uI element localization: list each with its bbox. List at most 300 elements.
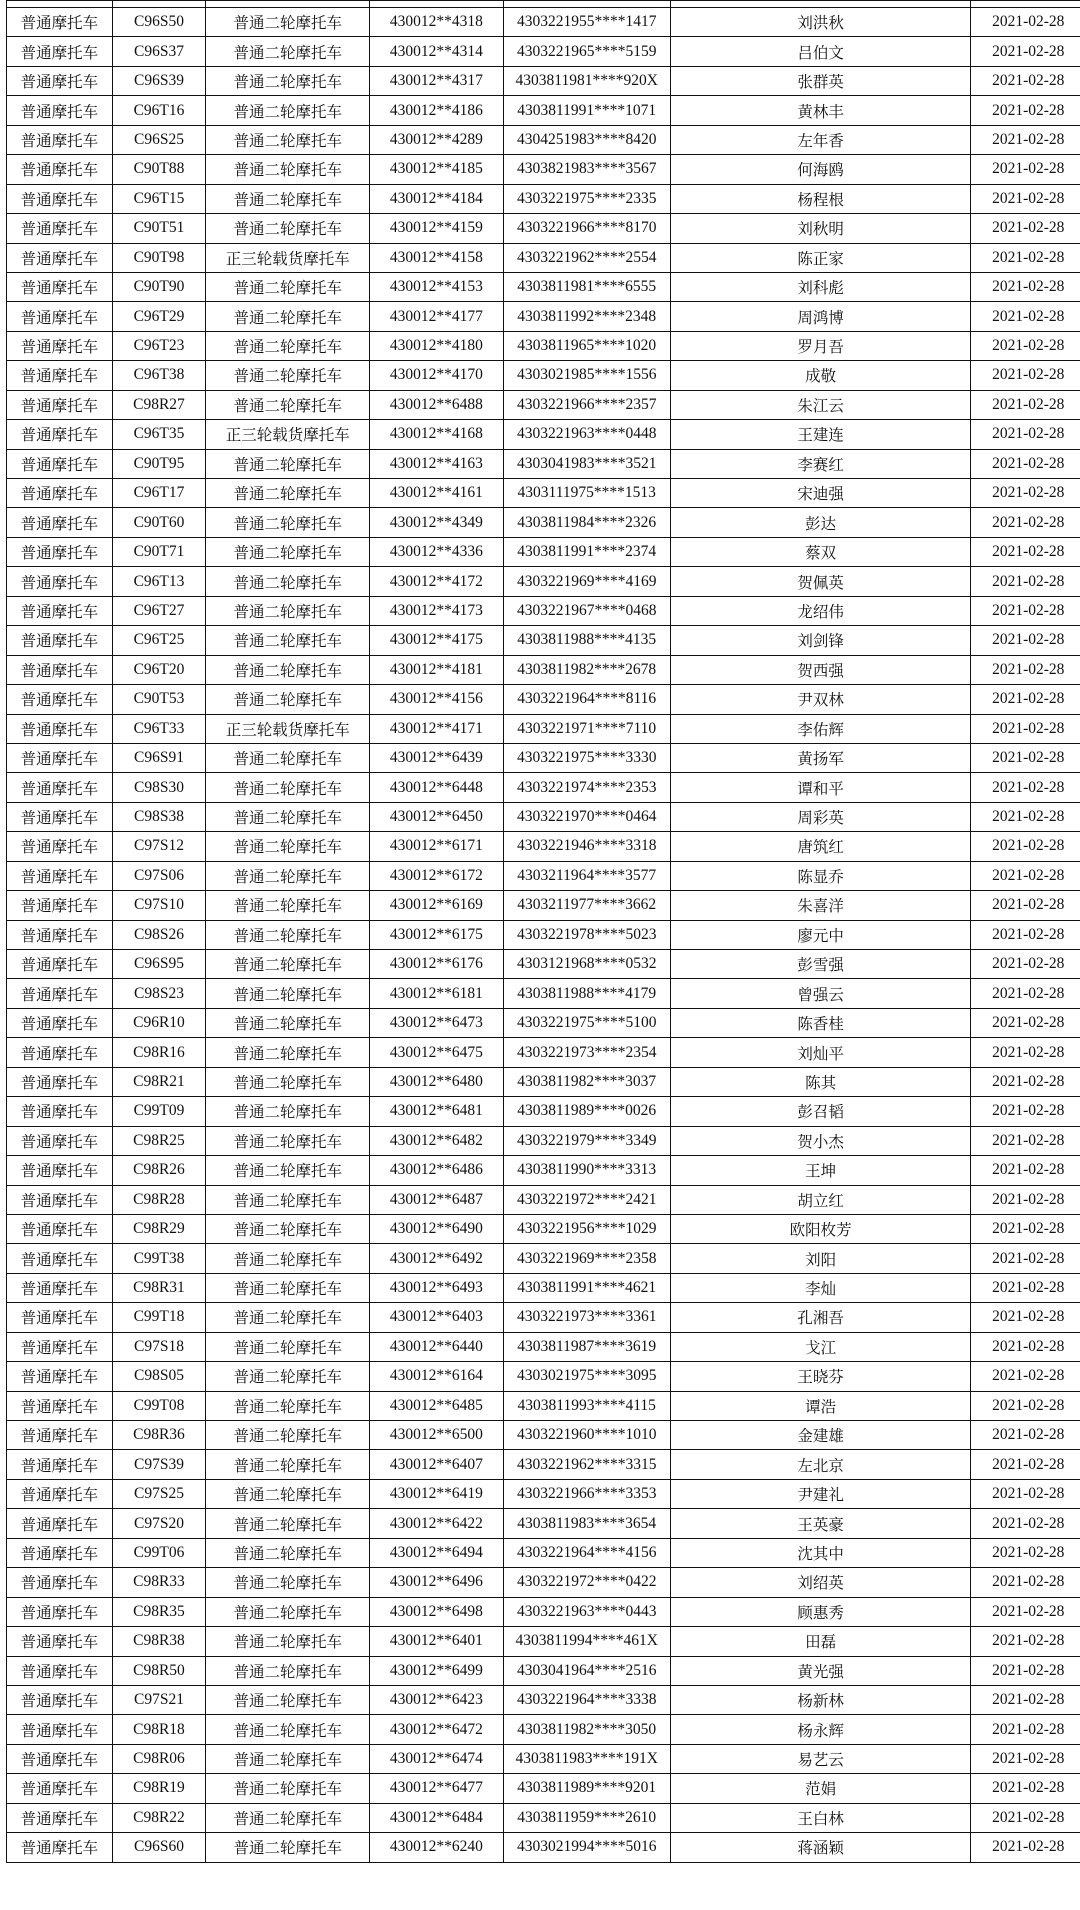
plate-number-cell: C97S06: [112, 861, 206, 890]
id-number-cell: 4303811982****3037: [503, 1067, 670, 1096]
vehicle-type-cell: 普通二轮摩托车: [206, 214, 370, 243]
vehicle-class-cell: 普通摩托车: [7, 1774, 113, 1803]
vehicle-type-cell: 普通二轮摩托车: [206, 1656, 370, 1685]
plate-number-cell: C97S12: [112, 832, 206, 861]
vehicle-type-cell: 普通二轮摩托车: [206, 1774, 370, 1803]
owner-name-cell: 彭达: [670, 508, 971, 537]
date-cell: 2021-02-28: [971, 1803, 1080, 1832]
date-cell: 2021-02-28: [971, 1185, 1080, 1214]
id-number-cell: 4303811991****1071: [503, 96, 670, 125]
table-row: [7, 1214, 1080, 1243]
plate-number-cell: C98R22: [112, 1803, 206, 1832]
vehicle-type-cell: 普通二轮摩托车: [206, 508, 370, 537]
plate-number-cell: C96T16: [112, 96, 206, 125]
license-number-cell: 430012**6164: [370, 1362, 503, 1391]
date-cell: 2021-02-28: [971, 1568, 1080, 1597]
vehicle-type-cell: 普通二轮摩托车: [206, 950, 370, 979]
vehicle-type-cell: 普通二轮摩托车: [206, 626, 370, 655]
date-cell: 2021-02-28: [971, 1421, 1080, 1450]
vehicle-class-cell: 普通摩托车: [7, 8, 113, 37]
id-number-cell: 4303221955****1417: [503, 8, 670, 37]
owner-name-cell: 蒋涵颖: [670, 1833, 971, 1862]
license-number-cell: 430012**6490: [370, 1214, 503, 1243]
vehicle-class-cell: 普通摩托车: [7, 1509, 113, 1538]
owner-name-cell: 朱喜洋: [670, 891, 971, 920]
id-number-cell: 4303221966****2357: [503, 390, 670, 419]
plate-number-cell: C98S05: [112, 1362, 206, 1391]
vehicle-class-cell: 普通摩托车: [7, 390, 113, 419]
plate-number-cell: C90T51: [112, 214, 206, 243]
vehicle-class-cell: 普通摩托车: [7, 596, 113, 625]
vehicle-class-cell: 普通摩托车: [7, 66, 113, 95]
date-cell: 2021-02-28: [971, 390, 1080, 419]
date-cell: 2021-02-28: [971, 1627, 1080, 1656]
id-number-cell: 4303221962****2554: [503, 243, 670, 272]
plate-number-cell: C96T33: [112, 714, 206, 743]
owner-name-cell: 王建连: [670, 420, 971, 449]
table-row: [7, 361, 1080, 390]
owner-name-cell: 尹双林: [670, 685, 971, 714]
plate-number-cell: C97S21: [112, 1685, 206, 1714]
license-number-cell: 430012**6474: [370, 1744, 503, 1773]
vehicle-class-cell: 普通摩托车: [7, 1303, 113, 1332]
vehicle-class-cell: 普通摩托车: [7, 1038, 113, 1067]
date-cell: 2021-02-28: [971, 420, 1080, 449]
license-number-cell: 430012**6480: [370, 1067, 503, 1096]
table-row: [7, 184, 1080, 213]
table-row: [7, 1185, 1080, 1214]
id-number-cell: 4303041964****2516: [503, 1656, 670, 1685]
id-number-cell: 4303221978****5023: [503, 920, 670, 949]
plate-number-cell: C90T95: [112, 449, 206, 478]
id-number-cell: 4303811992****2348: [503, 302, 670, 331]
vehicle-class-cell: 普通摩托车: [7, 743, 113, 772]
owner-name-cell: 贺西强: [670, 655, 971, 684]
vehicle-type-cell: 普通二轮摩托车: [206, 1421, 370, 1450]
date-cell: 2021-02-28: [971, 979, 1080, 1008]
vehicle-type-cell: 普通二轮摩托车: [206, 1244, 370, 1273]
license-number-cell: 430012**6499: [370, 1656, 503, 1685]
table-row: [7, 1715, 1080, 1744]
owner-name-cell: 龙绍伟: [670, 596, 971, 625]
table-row: [7, 1126, 1080, 1155]
id-number-cell: 4303221973****2354: [503, 1038, 670, 1067]
plate-number-cell: C97S20: [112, 1509, 206, 1538]
vehicle-type-cell: 普通二轮摩托车: [206, 1803, 370, 1832]
license-number-cell: 430012**6500: [370, 1421, 503, 1450]
vehicle-type-cell: 普通二轮摩托车: [206, 1391, 370, 1420]
id-number-cell: 4303811984****2326: [503, 508, 670, 537]
license-number-cell: 430012**4175: [370, 626, 503, 655]
owner-name-cell: 何海鸥: [670, 155, 971, 184]
id-number-cell: 4303221975****2335: [503, 184, 670, 213]
plate-number-cell: C98R25: [112, 1126, 206, 1155]
plate-number-cell: C96T27: [112, 596, 206, 625]
plate-number-cell: C97S39: [112, 1450, 206, 1479]
license-number-cell: 430012**4163: [370, 449, 503, 478]
vehicle-class-cell: 普通摩托车: [7, 1244, 113, 1273]
id-number-cell: 4303221967****0468: [503, 596, 670, 625]
date-cell: 2021-02-28: [971, 1008, 1080, 1037]
date-cell: 2021-02-28: [971, 1597, 1080, 1626]
table-row: [7, 479, 1080, 508]
vehicle-class-cell: 普通摩托车: [7, 214, 113, 243]
owner-name-cell: 王白林: [670, 1803, 971, 1832]
owner-name-cell: 彭雪强: [670, 950, 971, 979]
vehicle-type-cell: 普通二轮摩托车: [206, 37, 370, 66]
vehicle-class-cell: 普通摩托车: [7, 979, 113, 1008]
vehicle-class-cell: 普通摩托车: [7, 1538, 113, 1567]
license-number-cell: 430012**4318: [370, 8, 503, 37]
vehicle-type-cell: 正三轮载货摩托车: [206, 420, 370, 449]
table-body: [7, 1, 1080, 1863]
table-row: [7, 1244, 1080, 1273]
vehicle-type-cell: 普通二轮摩托车: [206, 1156, 370, 1185]
date-cell: 2021-02-28: [971, 861, 1080, 890]
vehicle-class-cell: 普通摩托车: [7, 802, 113, 831]
table-row: [7, 596, 1080, 625]
table-row: [7, 8, 1080, 37]
vehicle-class-cell: 普通摩托车: [7, 1097, 113, 1126]
date-cell: 2021-02-28: [971, 950, 1080, 979]
owner-name-cell: 戈江: [670, 1332, 971, 1361]
vehicle-type-cell: 普通二轮摩托车: [206, 390, 370, 419]
id-number-cell: 4303121968****0532: [503, 950, 670, 979]
plate-number-cell: C90T98: [112, 243, 206, 272]
plate-number-cell: C90T71: [112, 537, 206, 566]
id-number-cell: 4303221970****0464: [503, 802, 670, 831]
date-cell: 2021-02-28: [971, 1715, 1080, 1744]
date-cell: 2021-02-28: [971, 1450, 1080, 1479]
license-number-cell: 430012**4314: [370, 37, 503, 66]
plate-number-cell: C96T35: [112, 420, 206, 449]
license-number-cell: 430012**6492: [370, 1244, 503, 1273]
vehicle-type-cell: 普通二轮摩托车: [206, 125, 370, 154]
license-number-cell: 430012**4184: [370, 184, 503, 213]
table-row: [7, 891, 1080, 920]
owner-name-cell: 刘科彪: [670, 272, 971, 301]
license-number-cell: 430012**6419: [370, 1479, 503, 1508]
date-cell: 2021-02-28: [971, 537, 1080, 566]
vehicle-type-cell: 普通二轮摩托车: [206, 331, 370, 360]
vehicle-class-cell: 普通摩托车: [7, 1597, 113, 1626]
vehicle-type-cell: 普通二轮摩托车: [206, 1126, 370, 1155]
plate-number-cell: C98R33: [112, 1568, 206, 1597]
vehicle-class-cell: 普通摩托车: [7, 479, 113, 508]
owner-name-cell: 贺佩英: [670, 567, 971, 596]
plate-number-cell: C96T13: [112, 567, 206, 596]
owner-name-cell: 陈显乔: [670, 861, 971, 890]
plate-number-cell: C98R21: [112, 1067, 206, 1096]
plate-number-cell: C96S50: [112, 8, 206, 37]
vehicle-class-cell: 普通摩托车: [7, 891, 113, 920]
table-row: [7, 1156, 1080, 1185]
vehicle-type-cell: 普通二轮摩托车: [206, 1067, 370, 1096]
owner-name-cell: 顾惠秀: [670, 1597, 971, 1626]
vehicle-type-cell: 普通二轮摩托车: [206, 1362, 370, 1391]
date-cell: 2021-02-28: [971, 1156, 1080, 1185]
id-number-cell: 4303811991****4621: [503, 1273, 670, 1302]
license-number-cell: 430012**6485: [370, 1391, 503, 1420]
vehicle-type-cell: 普通二轮摩托车: [206, 1685, 370, 1714]
table-row: [7, 1303, 1080, 1332]
vehicle-class-cell: 普通摩托车: [7, 1656, 113, 1685]
date-cell: 2021-02-28: [971, 243, 1080, 272]
license-number-cell: 430012**6423: [370, 1685, 503, 1714]
vehicle-class-cell: 普通摩托车: [7, 1362, 113, 1391]
vehicle-class-cell: 普通摩托车: [7, 1126, 113, 1155]
id-number-cell: 4303111975****1513: [503, 479, 670, 508]
date-cell: 2021-02-28: [971, 685, 1080, 714]
table-row: [7, 1067, 1080, 1096]
id-number-cell: 4303221973****3361: [503, 1303, 670, 1332]
table-row: [7, 1362, 1080, 1391]
date-cell: 2021-02-28: [971, 1391, 1080, 1420]
date-cell: 2021-02-28: [971, 155, 1080, 184]
license-number-cell: 430012**4336: [370, 537, 503, 566]
date-cell: 2021-02-28: [971, 1303, 1080, 1332]
table-row: [7, 626, 1080, 655]
license-number-cell: 430012**6440: [370, 1332, 503, 1361]
owner-name-cell: 陈正家: [670, 243, 971, 272]
plate-number-cell: C96S37: [112, 37, 206, 66]
vehicle-class-cell: 普通摩托车: [7, 1627, 113, 1656]
license-number-cell: 430012**6176: [370, 950, 503, 979]
date-cell: 2021-02-28: [971, 743, 1080, 772]
table-row: [7, 1097, 1080, 1126]
table-row: [7, 125, 1080, 154]
date-cell: 2021-02-28: [971, 96, 1080, 125]
vehicle-class-cell: 普通摩托车: [7, 1833, 113, 1862]
table-row: [7, 1774, 1080, 1803]
table-row: [7, 537, 1080, 566]
owner-name-cell: 周鸿博: [670, 302, 971, 331]
vehicle-type-cell: 普通二轮摩托车: [206, 361, 370, 390]
vehicle-class-cell: 普通摩托车: [7, 184, 113, 213]
table-row: [7, 302, 1080, 331]
date-cell: 2021-02-28: [971, 37, 1080, 66]
owner-name-cell: 吕伯文: [670, 37, 971, 66]
table-row: [7, 66, 1080, 95]
plate-number-cell: C98R31: [112, 1273, 206, 1302]
owner-name-cell: 王英豪: [670, 1509, 971, 1538]
license-number-cell: 430012**6169: [370, 891, 503, 920]
table-row: [7, 1627, 1080, 1656]
license-number-cell: 430012**6481: [370, 1097, 503, 1126]
table-row: [7, 390, 1080, 419]
owner-name-cell: 李佑辉: [670, 714, 971, 743]
license-number-cell: 430012**6401: [370, 1627, 503, 1656]
table-row: [7, 420, 1080, 449]
date-cell: 2021-02-28: [971, 773, 1080, 802]
vehicle-class-cell: 普通摩托车: [7, 37, 113, 66]
vehicle-type-cell: 普通二轮摩托车: [206, 449, 370, 478]
id-number-cell: 4303221963****0448: [503, 420, 670, 449]
date-cell: 2021-02-28: [971, 508, 1080, 537]
vehicle-class-cell: 普通摩托车: [7, 361, 113, 390]
vehicle-type-cell: 普通二轮摩托车: [206, 1214, 370, 1243]
vehicle-type-cell: 普通二轮摩托车: [206, 861, 370, 890]
license-number-cell: 430012**4172: [370, 567, 503, 596]
license-number-cell: 430012**6439: [370, 743, 503, 772]
license-number-cell: 430012**6484: [370, 1803, 503, 1832]
license-number-cell: 430012**6486: [370, 1156, 503, 1185]
license-number-cell: 430012**4181: [370, 655, 503, 684]
vehicle-class-cell: 普通摩托车: [7, 685, 113, 714]
license-number-cell: 430012**4349: [370, 508, 503, 537]
license-number-cell: 430012**4170: [370, 361, 503, 390]
plate-number-cell: C98S30: [112, 773, 206, 802]
owner-name-cell: 黄林丰: [670, 96, 971, 125]
table-row: [7, 243, 1080, 272]
table-row: [7, 214, 1080, 243]
table-row: [7, 1833, 1080, 1862]
vehicle-class-cell: 普通摩托车: [7, 155, 113, 184]
table-row: [7, 1597, 1080, 1626]
date-cell: 2021-02-28: [971, 655, 1080, 684]
license-number-cell: 430012**4159: [370, 214, 503, 243]
license-number-cell: 430012**4177: [370, 302, 503, 331]
id-number-cell: 4303221964****3338: [503, 1685, 670, 1714]
owner-name-cell: 刘灿平: [670, 1038, 971, 1067]
id-number-cell: 4303811965****1020: [503, 331, 670, 360]
plate-number-cell: C99T18: [112, 1303, 206, 1332]
date-cell: 2021-02-28: [971, 125, 1080, 154]
plate-number-cell: C96S25: [112, 125, 206, 154]
table-row: [7, 1332, 1080, 1361]
owner-name-cell: 王坤: [670, 1156, 971, 1185]
id-number-cell: 4304251983****8420: [503, 125, 670, 154]
table-row: [7, 1568, 1080, 1597]
id-number-cell: 4303221975****3330: [503, 743, 670, 772]
license-number-cell: 430012**6403: [370, 1303, 503, 1332]
vehicle-type-cell: 普通二轮摩托车: [206, 8, 370, 37]
license-number-cell: 430012**6448: [370, 773, 503, 802]
owner-name-cell: 李赛红: [670, 449, 971, 478]
table-row: [7, 655, 1080, 684]
vehicle-type-cell: 普通二轮摩托车: [206, 655, 370, 684]
license-number-cell: 430012**6422: [370, 1509, 503, 1538]
owner-name-cell: 田磊: [670, 1627, 971, 1656]
vehicle-type-cell: 普通二轮摩托车: [206, 920, 370, 949]
vehicle-class-cell: 普通摩托车: [7, 861, 113, 890]
vehicle-type-cell: 普通二轮摩托车: [206, 685, 370, 714]
owner-name-cell: 易艺云: [670, 1744, 971, 1773]
plate-number-cell: C98S23: [112, 979, 206, 1008]
id-number-cell: 4303811993****4115: [503, 1391, 670, 1420]
id-number-cell: 4303221963****0443: [503, 1597, 670, 1626]
table-row: [7, 920, 1080, 949]
date-cell: 2021-02-28: [971, 1097, 1080, 1126]
id-number-cell: 4303811981****6555: [503, 272, 670, 301]
owner-name-cell: 刘剑锋: [670, 626, 971, 655]
id-number-cell: 4303811981****920X: [503, 66, 670, 95]
plate-number-cell: C96S91: [112, 743, 206, 772]
id-number-cell: 4303221964****8116: [503, 685, 670, 714]
date-cell: 2021-02-28: [971, 1744, 1080, 1773]
vehicle-type-cell: 普通二轮摩托车: [206, 1185, 370, 1214]
vehicle-type-cell: 正三轮载货摩托车: [206, 714, 370, 743]
license-number-cell: 430012**6477: [370, 1774, 503, 1803]
owner-name-cell: 杨永辉: [670, 1715, 971, 1744]
plate-number-cell: C98S38: [112, 802, 206, 831]
vehicle-type-cell: 普通二轮摩托车: [206, 1097, 370, 1126]
owner-name-cell: 左北京: [670, 1450, 971, 1479]
table-row: [7, 979, 1080, 1008]
table-row: [7, 950, 1080, 979]
id-number-cell: 4303811983****191X: [503, 1744, 670, 1773]
date-cell: 2021-02-28: [971, 714, 1080, 743]
plate-number-cell: C96T15: [112, 184, 206, 213]
date-cell: 2021-02-28: [971, 1126, 1080, 1155]
plate-number-cell: C96T25: [112, 626, 206, 655]
id-number-cell: 4303811989****9201: [503, 1774, 670, 1803]
owner-name-cell: 刘绍英: [670, 1568, 971, 1597]
license-number-cell: 430012**4185: [370, 155, 503, 184]
license-number-cell: 430012**4153: [370, 272, 503, 301]
license-number-cell: 430012**6494: [370, 1538, 503, 1567]
license-number-cell: 430012**6450: [370, 802, 503, 831]
date-cell: 2021-02-28: [971, 214, 1080, 243]
license-number-cell: 430012**6493: [370, 1273, 503, 1302]
id-number-cell: 4303221979****3349: [503, 1126, 670, 1155]
plate-number-cell: C90T90: [112, 272, 206, 301]
date-cell: 2021-02-28: [971, 1214, 1080, 1243]
date-cell: 2021-02-28: [971, 449, 1080, 478]
vehicle-type-cell: 普通二轮摩托车: [206, 979, 370, 1008]
license-number-cell: 430012**6175: [370, 920, 503, 949]
date-cell: 2021-02-28: [971, 479, 1080, 508]
owner-name-cell: 蔡双: [670, 537, 971, 566]
id-number-cell: 4303811988****4179: [503, 979, 670, 1008]
vehicle-class-cell: 普通摩托车: [7, 920, 113, 949]
table-row: [7, 861, 1080, 890]
date-cell: 2021-02-28: [971, 1833, 1080, 1862]
vehicle-class-cell: 普通摩托车: [7, 1332, 113, 1361]
owner-name-cell: 陈香桂: [670, 1008, 971, 1037]
id-number-cell: 4303221966****8170: [503, 214, 670, 243]
vehicle-class-cell: 普通摩托车: [7, 1391, 113, 1420]
owner-name-cell: 唐筑红: [670, 832, 971, 861]
date-cell: 2021-02-28: [971, 1332, 1080, 1361]
id-number-cell: 4303811994****461X: [503, 1627, 670, 1656]
date-cell: 2021-02-28: [971, 832, 1080, 861]
plate-number-cell: C96S60: [112, 1833, 206, 1862]
vehicle-type-cell: 普通二轮摩托车: [206, 596, 370, 625]
vehicle-type-cell: 普通二轮摩托车: [206, 1273, 370, 1302]
plate-number-cell: C97S18: [112, 1332, 206, 1361]
id-number-cell: 4303221971****7110: [503, 714, 670, 743]
owner-name-cell: 李灿: [670, 1273, 971, 1302]
id-number-cell: 4303811989****0026: [503, 1097, 670, 1126]
table-row: [7, 773, 1080, 802]
vehicle-type-cell: 普通二轮摩托车: [206, 479, 370, 508]
license-number-cell: 430012**4317: [370, 66, 503, 95]
owner-name-cell: 宋迪强: [670, 479, 971, 508]
vehicle-type-cell: 普通二轮摩托车: [206, 184, 370, 213]
date-cell: 2021-02-28: [971, 1273, 1080, 1302]
vehicle-class-cell: 普通摩托车: [7, 125, 113, 154]
plate-number-cell: C98R28: [112, 1185, 206, 1214]
vehicle-class-cell: 普通摩托车: [7, 626, 113, 655]
vehicle-class-cell: 普通摩托车: [7, 1744, 113, 1773]
date-cell: 2021-02-28: [971, 1362, 1080, 1391]
plate-number-cell: C90T88: [112, 155, 206, 184]
owner-name-cell: 刘秋明: [670, 214, 971, 243]
table-row: [7, 1538, 1080, 1567]
date-cell: 2021-02-28: [971, 1479, 1080, 1508]
vehicle-class-cell: 普通摩托车: [7, 773, 113, 802]
